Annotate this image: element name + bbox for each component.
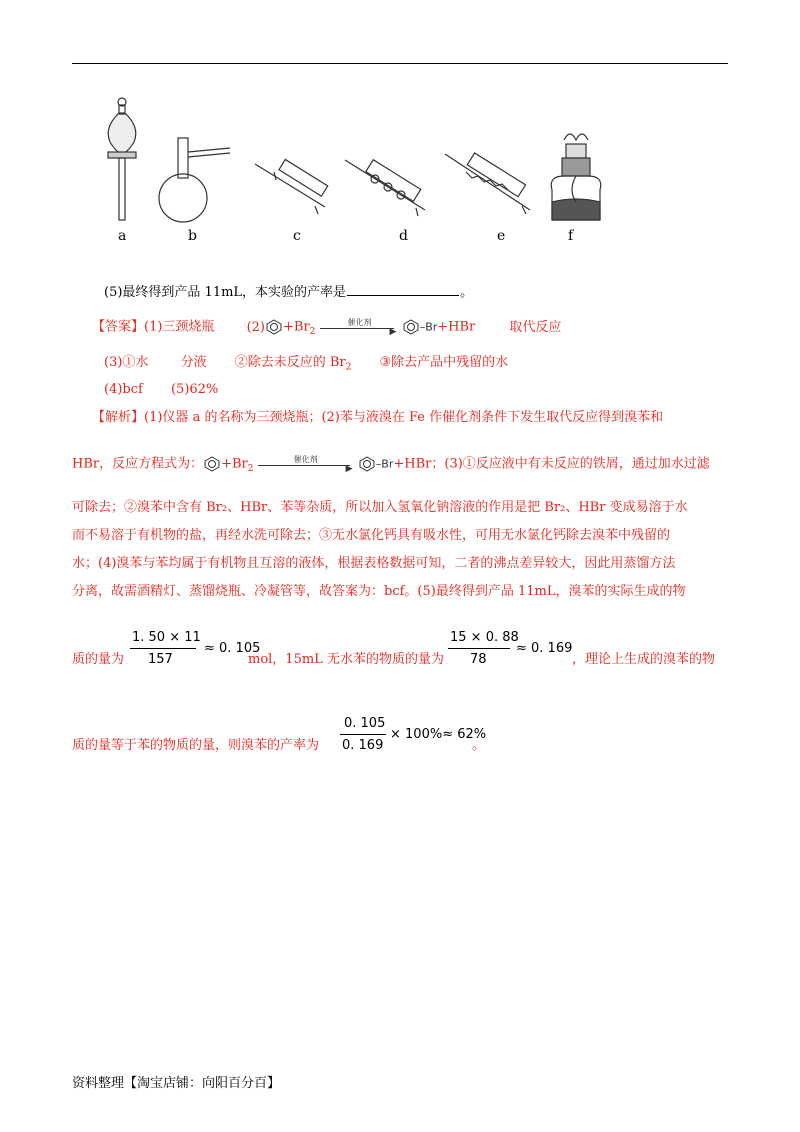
answer-line-2: (3)①水 分液 ②除去未反应的 $Br_2$ ③除去产品中残留的水 [104, 355, 509, 373]
coil-condenser-icon [445, 153, 530, 214]
analysis-line-8-a: 质的量等于苯的物质的量，则溴苯的产率为 [72, 738, 320, 753]
analysis-line-7-c: ，理论上生成的溴苯的物 [572, 652, 716, 667]
apparatus-label-c: c [293, 228, 301, 244]
apparatus-label-b: b [188, 228, 197, 244]
apparatus-label-a: a [118, 228, 127, 244]
answer-blank [347, 283, 459, 296]
analysis-line-3: 可除去；②溴苯中含有 Br₂、HBr、苯等杂质，所以加入氢氧化钠溶液的作用是把 Br₂、HBr 变成易溶于水 [72, 500, 688, 515]
analysis-tag: 【解析】 [92, 410, 145, 425]
analysis-line-8-b: 。 [472, 738, 486, 753]
analysis-line-2: HBr，反应方程式为： $+Br_2$ 催化剂 ▶ –Br+HBr；(3)①反应液中有未反应的铁屑，通过加水过滤 [72, 455, 710, 475]
analysis-line-5: 水；(4)溴苯与苯均属于有机物且互溶的液体，根据表格数据可知，二者的沸点差异较大，因此用蒸馏方法 [72, 556, 676, 571]
analysis-line-4: 而不易溶于有机物的盐，再经水洗可除去；③无水氯化钙具有吸水性，可用无水氯化钙除去溴苯中残留的 [72, 528, 671, 543]
alcohol-lamp-icon [551, 134, 601, 220]
analysis-line-7-a: 质的量为 [72, 652, 125, 667]
answer-line-1: 【答案】(1)三颈烧瓶 $(2) +Br_2$ 催化剂 ▶ –Br+HBr 取代反应 [92, 318, 562, 338]
bulb-condenser-icon [345, 160, 425, 216]
separatory-funnel-icon [108, 98, 136, 220]
apparatus-label-f: f [568, 228, 574, 244]
bromobenzene-ring-icon [358, 456, 376, 472]
benzene-ring-icon [203, 456, 221, 472]
footer-text: 资料整理【淘宝店铺：向阳百分百】 [72, 1076, 281, 1091]
apparatus-figure [90, 92, 610, 232]
benzene-ring-icon [265, 319, 283, 335]
distilling-flask-icon [159, 138, 230, 222]
analysis-line-6: 分离，故需酒精灯、蒸馏烧瓶、冷凝管等，故答案为：bcf。(5)最终得到产品 11mL，溴苯的实际生成的物 [72, 584, 686, 599]
bromobenzene-ring-icon [402, 319, 420, 335]
apparatus-label-d: d [399, 228, 408, 244]
question-5: (5)最终得到产品 11mL，本实验的产率是 。 [104, 285, 474, 300]
header-rule [72, 63, 728, 64]
answer-line-3: (4)bcf (5)62% [104, 382, 219, 397]
reaction-arrow: 催化剂 ▶ [320, 320, 398, 334]
analysis-line-1: 【解析】(1)仪器 a 的名称为三颈烧瓶；(2)苯与液溴在 Fe 作催化剂条件下发生取代反应得到溴苯和 [92, 410, 664, 425]
reaction-arrow: 催化剂 ▶ [258, 457, 354, 471]
analysis-line-7-b: mol，15mL 无水苯的物质的量为 [248, 652, 444, 667]
straight-condenser-icon [255, 159, 328, 214]
apparatus-label-e: e [497, 228, 506, 244]
answer-tag: 【答案】 [92, 319, 145, 335]
